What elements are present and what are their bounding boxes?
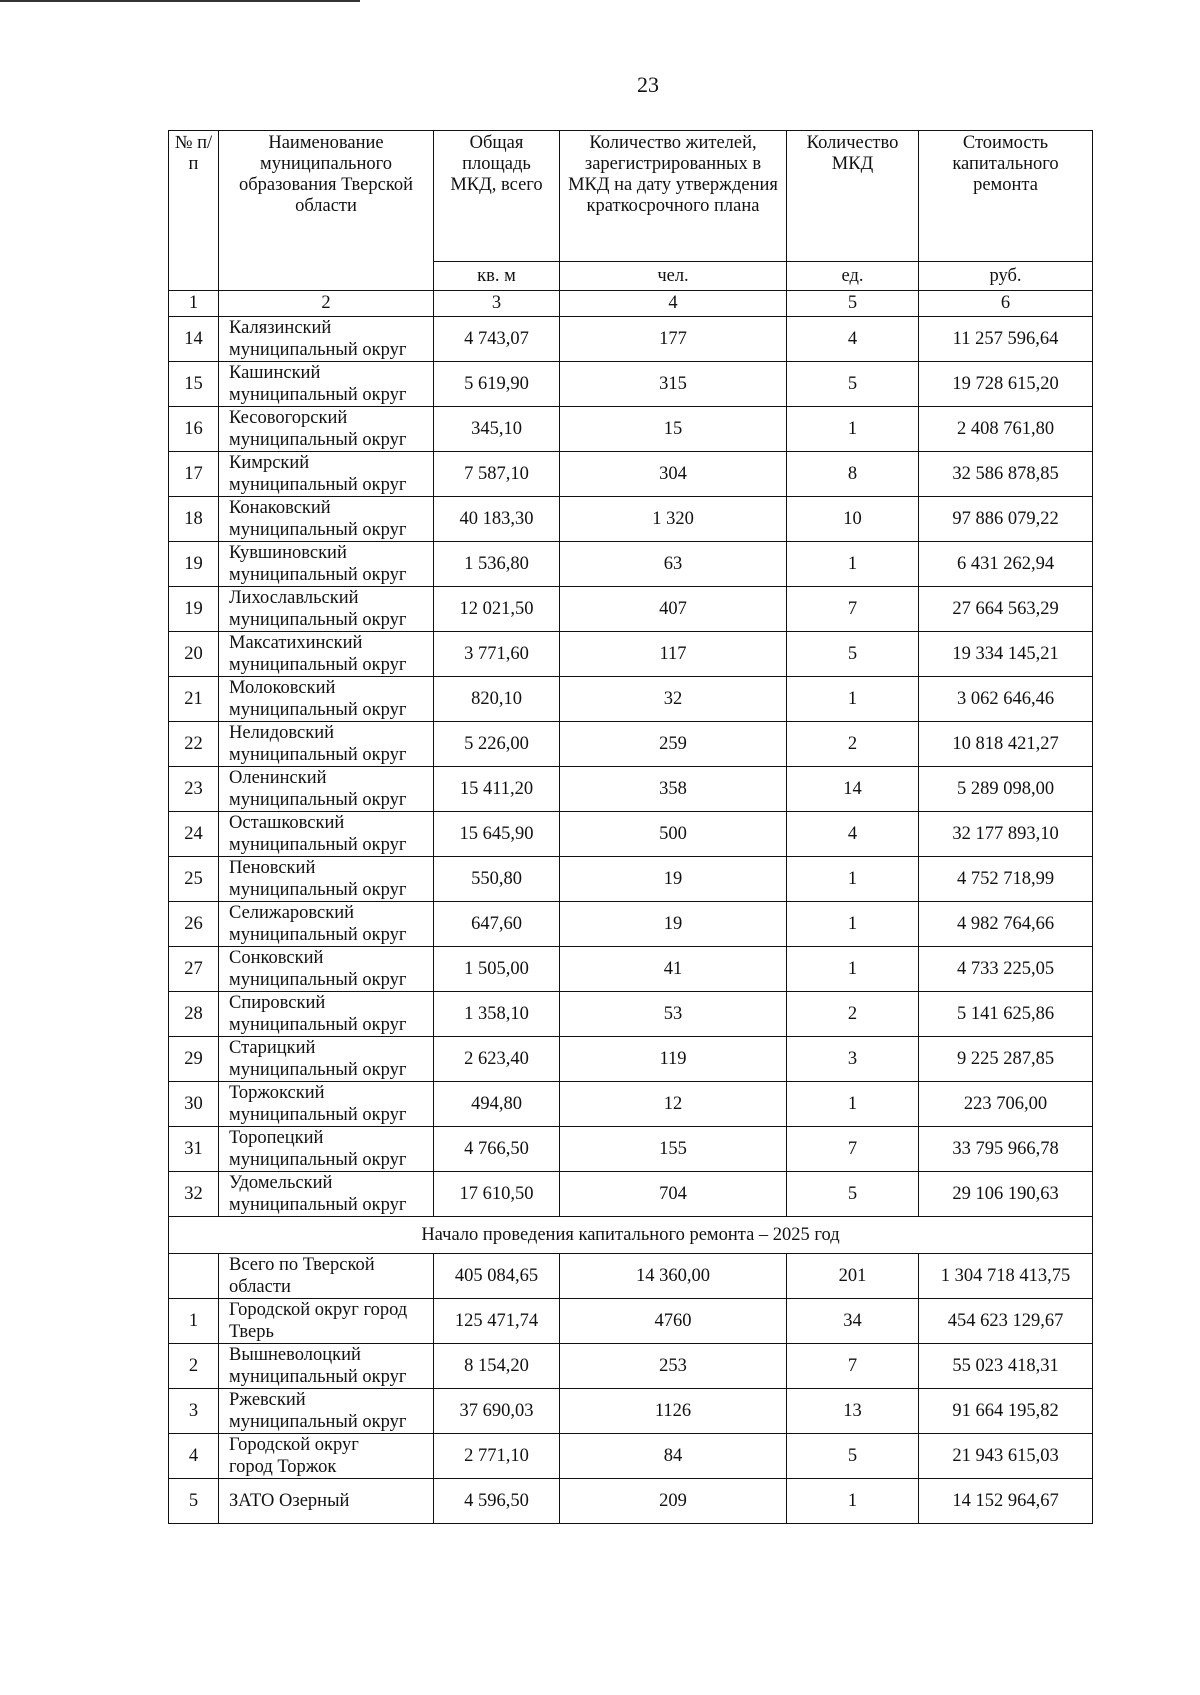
row-residents: 41	[560, 947, 787, 992]
table-row	[169, 722, 1093, 767]
column-number: 5	[787, 291, 919, 317]
row-area: 15 645,90	[434, 812, 560, 857]
row-area: 1 536,80	[434, 542, 560, 587]
row-name	[219, 767, 434, 812]
row-mkd-count: 13	[787, 1389, 919, 1434]
row-mkd-count: 10	[787, 497, 919, 542]
table-row	[169, 947, 1093, 992]
table-row	[169, 902, 1093, 947]
row-mkd-count: 7	[787, 587, 919, 632]
row-area: 3 771,60	[434, 632, 560, 677]
row-mkd-count: 7	[787, 1344, 919, 1389]
table-row	[169, 587, 1093, 632]
row-name-line: Кесовогорский	[229, 408, 348, 428]
row-name	[219, 1037, 434, 1082]
row-number: 22	[169, 722, 219, 767]
table-row	[169, 767, 1093, 812]
column-number: 3	[434, 291, 560, 317]
row-name-line: муниципальный округ	[229, 385, 407, 405]
row-name	[219, 812, 434, 857]
table-row	[169, 812, 1093, 857]
capital-repair-table	[168, 130, 1093, 1524]
row-name-line: ЗАТО Озерный	[229, 1491, 350, 1511]
row-area: 5 226,00	[434, 722, 560, 767]
column-number: 4	[560, 291, 787, 317]
row-residents: 63	[560, 542, 787, 587]
row-mkd-count: 1	[787, 407, 919, 452]
row-name	[219, 542, 434, 587]
row-number: 27	[169, 947, 219, 992]
header-cost: Стоимость капитального ремонта	[919, 131, 1093, 262]
row-residents: 407	[560, 587, 787, 632]
row-mkd-count: 34	[787, 1299, 919, 1344]
row-residents: 155	[560, 1127, 787, 1172]
row-name	[219, 1082, 434, 1127]
row-name	[219, 1344, 434, 1389]
row-number	[169, 1254, 219, 1299]
table-row	[169, 542, 1093, 587]
row-name	[219, 947, 434, 992]
row-mkd-count: 1	[787, 1479, 919, 1524]
row-area: 647,60	[434, 902, 560, 947]
row-area: 12 021,50	[434, 587, 560, 632]
row-mkd-count: 5	[787, 362, 919, 407]
row-residents: 84	[560, 1434, 787, 1479]
row-mkd-count: 1	[787, 1082, 919, 1127]
header-municipality: Наименование муниципального образования Тверской области	[219, 131, 434, 291]
row-name-line: муниципальный округ	[229, 745, 407, 765]
row-mkd-count: 14	[787, 767, 919, 812]
row-name-line: Торопецкий	[229, 1128, 324, 1148]
row-mkd-count: 1	[787, 902, 919, 947]
row-name	[219, 452, 434, 497]
row-name-line: муниципальный округ	[229, 655, 407, 675]
row-name-line: муниципальный округ	[229, 970, 407, 990]
row-number: 29	[169, 1037, 219, 1082]
table-row	[169, 1344, 1093, 1389]
row-cost: 10 818 421,27	[919, 722, 1093, 767]
row-name-line: Кимрский	[229, 453, 310, 473]
row-residents: 53	[560, 992, 787, 1037]
row-name	[219, 497, 434, 542]
row-mkd-count: 5	[787, 1434, 919, 1479]
row-residents: 259	[560, 722, 787, 767]
row-name-line: Тверь	[229, 1322, 274, 1342]
row-cost: 1 304 718 413,75	[919, 1254, 1093, 1299]
row-area: 820,10	[434, 677, 560, 722]
row-name-line: Молоковский	[229, 678, 336, 698]
row-name	[219, 1389, 434, 1434]
table-row	[169, 1434, 1093, 1479]
row-name-line: муниципальный округ	[229, 1412, 407, 1432]
row-number: 19	[169, 587, 219, 632]
row-name-line: Кашинский	[229, 363, 321, 383]
row-cost: 19 334 145,21	[919, 632, 1093, 677]
row-name	[219, 1127, 434, 1172]
row-area: 494,80	[434, 1082, 560, 1127]
row-cost: 27 664 563,29	[919, 587, 1093, 632]
unit-area: кв. м	[434, 262, 560, 291]
row-name	[219, 857, 434, 902]
row-residents: 177	[560, 317, 787, 362]
row-residents: 209	[560, 1479, 787, 1524]
row-cost: 14 152 964,67	[919, 1479, 1093, 1524]
table-row	[169, 1082, 1093, 1127]
table-row	[169, 452, 1093, 497]
row-cost: 5 289 098,00	[919, 767, 1093, 812]
column-number: 2	[219, 291, 434, 317]
table-row	[169, 1037, 1093, 1082]
row-name	[219, 1172, 434, 1217]
row-name-line: Спировский	[229, 993, 326, 1013]
row-area: 405 084,65	[434, 1254, 560, 1299]
row-name-line: Ржевский	[229, 1390, 306, 1410]
row-residents: 4760	[560, 1299, 787, 1344]
row-number: 15	[169, 362, 219, 407]
row-number: 24	[169, 812, 219, 857]
row-name-line: муниципальный округ	[229, 1367, 407, 1387]
unit-residents: чел.	[560, 262, 787, 291]
row-name-line: муниципальный округ	[229, 1060, 407, 1080]
row-residents: 315	[560, 362, 787, 407]
header-mkd-count: Количество МКД	[787, 131, 919, 262]
row-area: 1 358,10	[434, 992, 560, 1037]
row-residents: 704	[560, 1172, 787, 1217]
row-number: 16	[169, 407, 219, 452]
row-cost: 33 795 966,78	[919, 1127, 1093, 1172]
row-residents: 15	[560, 407, 787, 452]
row-cost: 55 023 418,31	[919, 1344, 1093, 1389]
row-name-line: Нелидовский	[229, 723, 334, 743]
table-row	[169, 362, 1093, 407]
row-cost: 454 623 129,67	[919, 1299, 1093, 1344]
row-name-line: муниципальный округ	[229, 1150, 407, 1170]
row-area: 4 766,50	[434, 1127, 560, 1172]
row-name	[219, 632, 434, 677]
row-mkd-count: 1	[787, 542, 919, 587]
total-row	[169, 1254, 1093, 1299]
row-name-line: Оленинский	[229, 768, 327, 788]
row-number: 26	[169, 902, 219, 947]
header-number: № п/п	[169, 131, 219, 291]
section-title: Начало проведения капитального ремонта – 2025 год	[169, 1217, 1093, 1254]
row-name-line: муниципальный округ	[229, 340, 407, 360]
row-number: 17	[169, 452, 219, 497]
table-row	[169, 857, 1093, 902]
row-number: 5	[169, 1479, 219, 1524]
row-mkd-count: 1	[787, 857, 919, 902]
row-residents: 19	[560, 902, 787, 947]
row-residents: 358	[560, 767, 787, 812]
row-cost: 11 257 596,64	[919, 317, 1093, 362]
table-row	[169, 1299, 1093, 1344]
row-name-line: муниципальный округ	[229, 610, 407, 630]
row-name	[219, 1479, 434, 1524]
row-mkd-count: 201	[787, 1254, 919, 1299]
row-area: 1 505,00	[434, 947, 560, 992]
scan-edge-line	[0, 0, 360, 2]
row-name-line: муниципальный округ	[229, 1195, 407, 1215]
row-cost: 4 733 225,05	[919, 947, 1093, 992]
row-name	[219, 1254, 434, 1299]
row-name-line: Пеновский	[229, 858, 316, 878]
row-name-line: Кувшиновский	[229, 543, 347, 563]
table-body-part-1	[169, 317, 1093, 1217]
row-name	[219, 362, 434, 407]
table-row	[169, 1389, 1093, 1434]
table-row	[169, 1127, 1093, 1172]
row-residents: 32	[560, 677, 787, 722]
row-name	[219, 407, 434, 452]
table-row	[169, 317, 1093, 362]
row-residents: 12	[560, 1082, 787, 1127]
unit-mkd: ед.	[787, 262, 919, 291]
row-name-line: муниципальный округ	[229, 565, 407, 585]
row-residents: 117	[560, 632, 787, 677]
table-row	[169, 497, 1093, 542]
row-residents: 119	[560, 1037, 787, 1082]
row-number: 4	[169, 1434, 219, 1479]
row-name-line: Осташковский	[229, 813, 345, 833]
table-row	[169, 407, 1093, 452]
header-row	[169, 131, 1093, 262]
row-name	[219, 587, 434, 632]
row-name-line: Максатихинский	[229, 633, 363, 653]
row-cost: 32 177 893,10	[919, 812, 1093, 857]
row-number: 18	[169, 497, 219, 542]
row-mkd-count: 2	[787, 992, 919, 1037]
row-name-line: муниципальный округ	[229, 925, 407, 945]
row-area: 15 411,20	[434, 767, 560, 812]
table-row	[169, 677, 1093, 722]
table-row	[169, 632, 1093, 677]
row-cost: 97 886 079,22	[919, 497, 1093, 542]
row-name-line: Городской округ	[229, 1435, 359, 1455]
row-number: 19	[169, 542, 219, 587]
row-number: 32	[169, 1172, 219, 1217]
row-mkd-count: 3	[787, 1037, 919, 1082]
row-name	[219, 902, 434, 947]
table-body-part-2	[169, 1299, 1093, 1524]
row-cost: 21 943 615,03	[919, 1434, 1093, 1479]
row-name	[219, 1299, 434, 1344]
row-mkd-count: 5	[787, 632, 919, 677]
row-number: 3	[169, 1389, 219, 1434]
row-cost: 91 664 195,82	[919, 1389, 1093, 1434]
row-name-line: муниципальный округ	[229, 475, 407, 495]
row-cost: 3 062 646,46	[919, 677, 1093, 722]
row-name-line: Лихославльский	[229, 588, 359, 608]
row-name-line: Вышневолоцкий	[229, 1345, 361, 1365]
row-name-line: Сонковский	[229, 948, 324, 968]
row-mkd-count: 4	[787, 812, 919, 857]
row-name-line: Удомельский	[229, 1173, 333, 1193]
row-area: 125 471,74	[434, 1299, 560, 1344]
row-residents: 14 360,00	[560, 1254, 787, 1299]
row-cost: 29 106 190,63	[919, 1172, 1093, 1217]
row-name-line: город Торжок	[229, 1457, 337, 1477]
row-name-line: муниципальный округ	[229, 835, 407, 855]
row-number: 14	[169, 317, 219, 362]
section-block	[169, 1217, 1093, 1299]
row-cost: 32 586 878,85	[919, 452, 1093, 497]
row-number: 1	[169, 1299, 219, 1344]
row-mkd-count: 8	[787, 452, 919, 497]
row-name-line: Всего по Тверской	[229, 1255, 375, 1275]
row-mkd-count: 5	[787, 1172, 919, 1217]
row-area: 2 771,10	[434, 1434, 560, 1479]
row-residents: 304	[560, 452, 787, 497]
row-name-line: муниципальный округ	[229, 430, 407, 450]
row-area: 4 596,50	[434, 1479, 560, 1524]
column-number: 6	[919, 291, 1093, 317]
row-mkd-count: 1	[787, 677, 919, 722]
row-name	[219, 677, 434, 722]
row-name-line: муниципальный округ	[229, 1015, 407, 1035]
row-cost: 6 431 262,94	[919, 542, 1093, 587]
row-cost: 19 728 615,20	[919, 362, 1093, 407]
row-name-line: Торжокский	[229, 1083, 325, 1103]
row-area: 8 154,20	[434, 1344, 560, 1389]
page-number: 23	[637, 72, 659, 97]
row-mkd-count: 7	[787, 1127, 919, 1172]
row-mkd-count: 4	[787, 317, 919, 362]
row-area: 7 587,10	[434, 452, 560, 497]
row-number: 28	[169, 992, 219, 1037]
row-cost: 2 408 761,80	[919, 407, 1093, 452]
row-name-line: муниципальный округ	[229, 700, 407, 720]
header-area: Общая площадь МКД, всего	[434, 131, 560, 262]
row-area: 40 183,30	[434, 497, 560, 542]
row-cost: 9 225 287,85	[919, 1037, 1093, 1082]
row-name-line: муниципальный округ	[229, 790, 407, 810]
column-number: 1	[169, 291, 219, 317]
row-name-line: Калязинский	[229, 318, 332, 338]
row-area: 345,10	[434, 407, 560, 452]
row-cost: 223 706,00	[919, 1082, 1093, 1127]
row-area: 550,80	[434, 857, 560, 902]
row-mkd-count: 2	[787, 722, 919, 767]
table-row	[169, 1172, 1093, 1217]
row-name	[219, 992, 434, 1037]
row-number: 21	[169, 677, 219, 722]
row-name-line: Старицкий	[229, 1038, 316, 1058]
row-area: 17 610,50	[434, 1172, 560, 1217]
row-residents: 1126	[560, 1389, 787, 1434]
row-cost: 5 141 625,86	[919, 992, 1093, 1037]
row-number: 30	[169, 1082, 219, 1127]
row-name-line: Конаковский	[229, 498, 331, 518]
row-number: 31	[169, 1127, 219, 1172]
row-name-line: муниципальный округ	[229, 880, 407, 900]
row-name-line: области	[229, 1277, 291, 1297]
table-row	[169, 992, 1093, 1037]
row-cost: 4 982 764,66	[919, 902, 1093, 947]
column-numbers-row	[169, 291, 1093, 317]
row-residents: 1 320	[560, 497, 787, 542]
row-area: 5 619,90	[434, 362, 560, 407]
row-name-line: Селижаровский	[229, 903, 355, 923]
row-name	[219, 722, 434, 767]
row-name-line: Городской округ город	[229, 1300, 408, 1320]
row-number: 2	[169, 1344, 219, 1389]
table-row	[169, 1479, 1093, 1524]
row-number: 25	[169, 857, 219, 902]
row-name-line: муниципальный округ	[229, 1105, 407, 1125]
row-name-line: муниципальный округ	[229, 520, 407, 540]
row-area: 2 623,40	[434, 1037, 560, 1082]
row-name	[219, 1434, 434, 1479]
row-area: 4 743,07	[434, 317, 560, 362]
row-name	[219, 317, 434, 362]
section-row	[169, 1217, 1093, 1254]
unit-cost: руб.	[919, 262, 1093, 291]
row-residents: 19	[560, 857, 787, 902]
row-number: 20	[169, 632, 219, 677]
row-mkd-count: 1	[787, 947, 919, 992]
row-residents: 253	[560, 1344, 787, 1389]
row-number: 23	[169, 767, 219, 812]
row-cost: 4 752 718,99	[919, 857, 1093, 902]
row-area: 37 690,03	[434, 1389, 560, 1434]
row-residents: 500	[560, 812, 787, 857]
header-residents: Количество жителей, зарегистрированных в МКД на дату утверждения краткосрочного плана	[560, 131, 787, 262]
